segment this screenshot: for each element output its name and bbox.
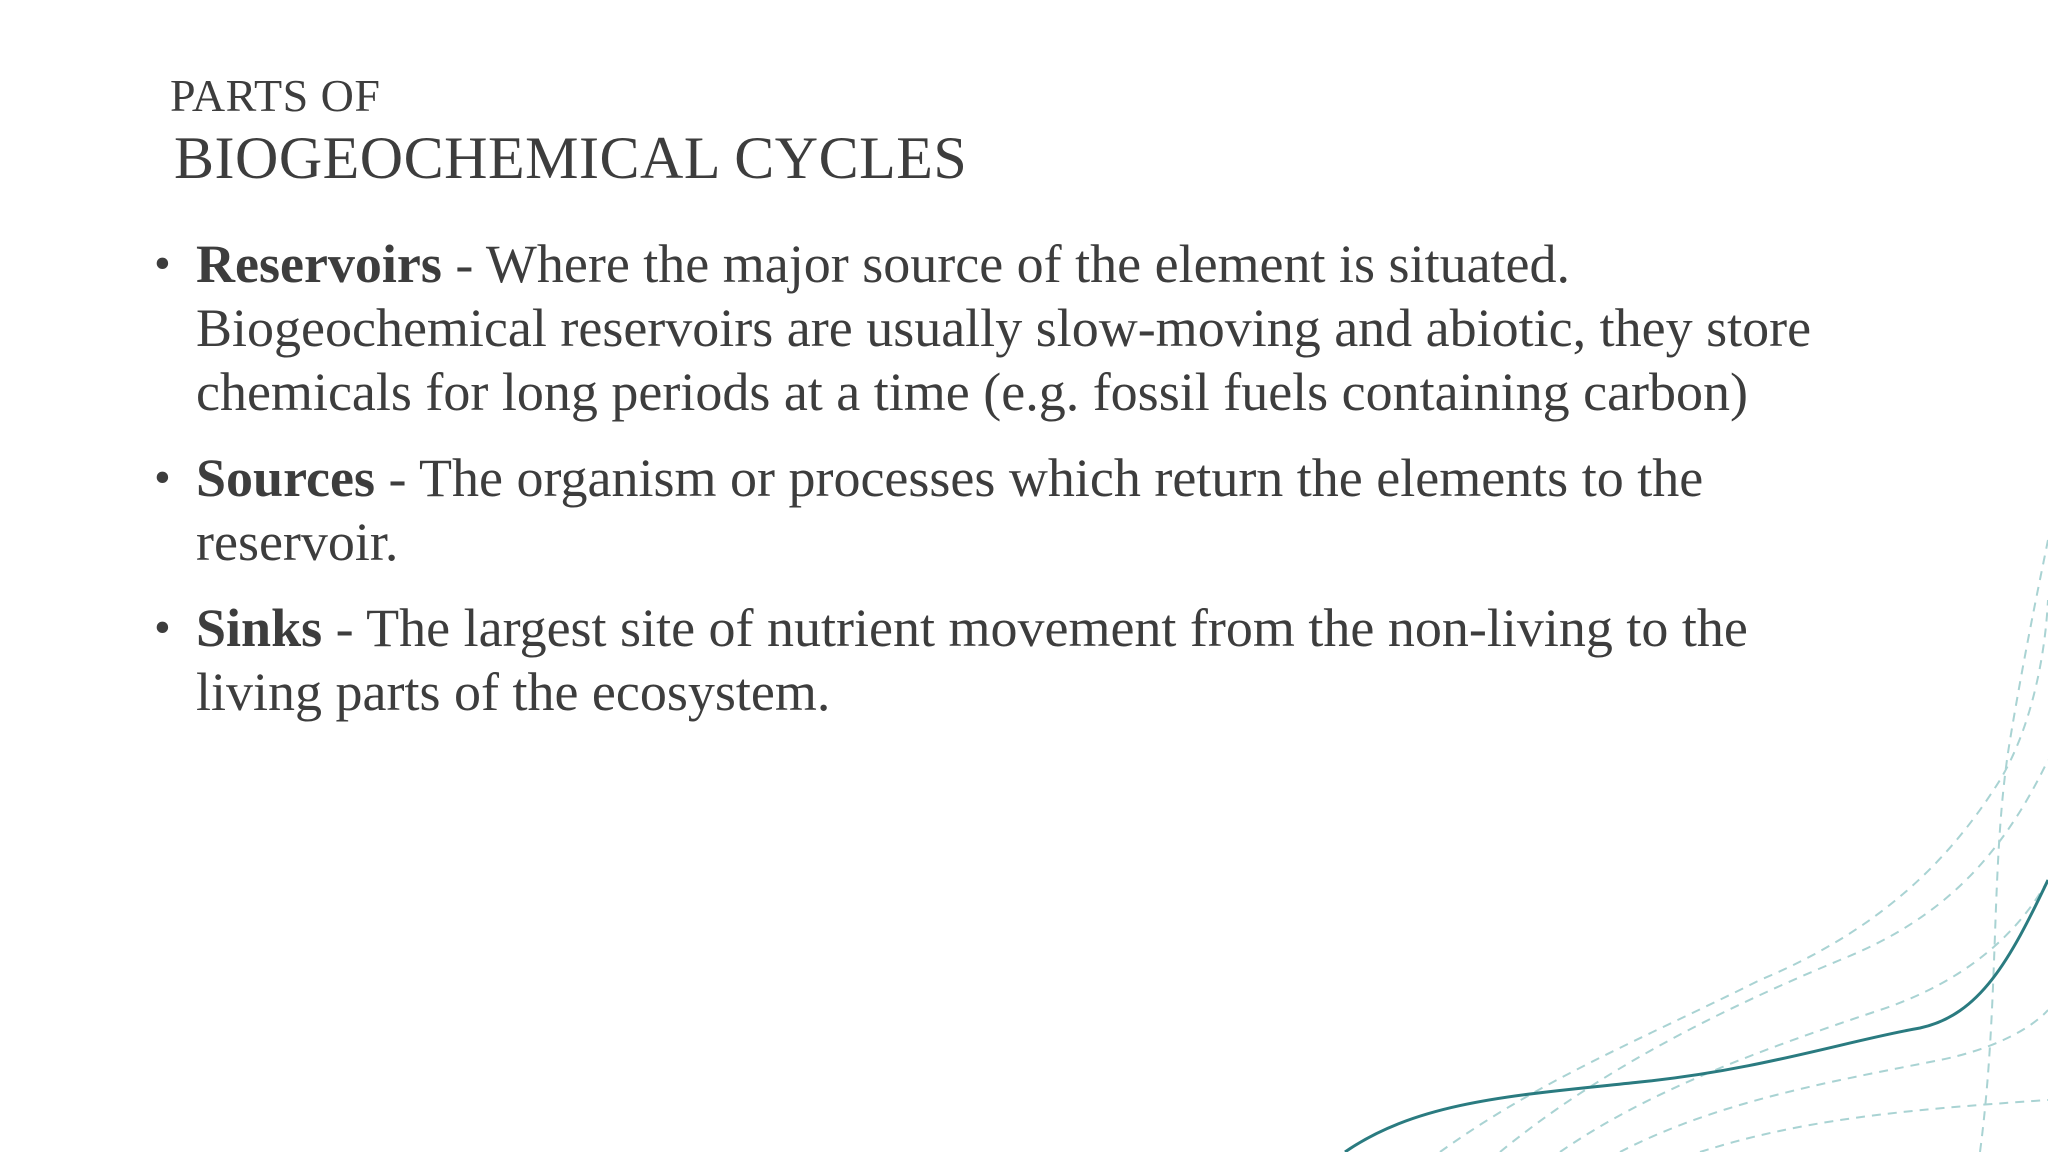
bullet-marker: •: [154, 451, 171, 504]
dashed-wave-2: [1500, 760, 2048, 1152]
bullet-item-sources: [154, 446, 1834, 574]
bullet-list: [154, 232, 1834, 746]
accent-wave: [1345, 880, 2048, 1152]
dashed-wave-3: [1560, 880, 2048, 1152]
bullet-text: Where the major source of the element is situated. Biogeochemical reservoirs are usually slow-moving and abiotic, they store chemicals for long periods at a time (e.g. fossil fuels containing carbon): [196, 234, 1812, 422]
bullet-marker: •: [154, 601, 171, 654]
title-line-1: PARTS OF: [170, 70, 381, 121]
bullet-term: Reservoirs: [196, 234, 442, 294]
dashed-wave-4: [1620, 1010, 2048, 1152]
bullet-text: The largest site of nutrient movement from the non-living to the living parts of the ecosystem.: [196, 598, 1748, 722]
bullet-item-reservoirs: [154, 232, 1834, 424]
slide-title: [170, 68, 1670, 192]
bullet-text: The organism or processes which return the elements to the reservoir.: [196, 448, 1704, 572]
bullet-separator: -: [441, 234, 486, 294]
bullet-marker: •: [154, 237, 171, 290]
bullet-item-sinks: [154, 596, 1834, 724]
dashed-wave-6: [1980, 540, 2048, 1152]
bullet-separator: -: [375, 448, 420, 508]
title-line-2: BIOGEOCHEMICAL CYCLES: [174, 125, 968, 191]
bullet-separator: -: [322, 598, 367, 658]
dashed-wave-5: [1700, 1100, 2048, 1152]
bullet-term: Sinks: [196, 598, 323, 658]
bullet-term: Sources: [196, 448, 376, 508]
